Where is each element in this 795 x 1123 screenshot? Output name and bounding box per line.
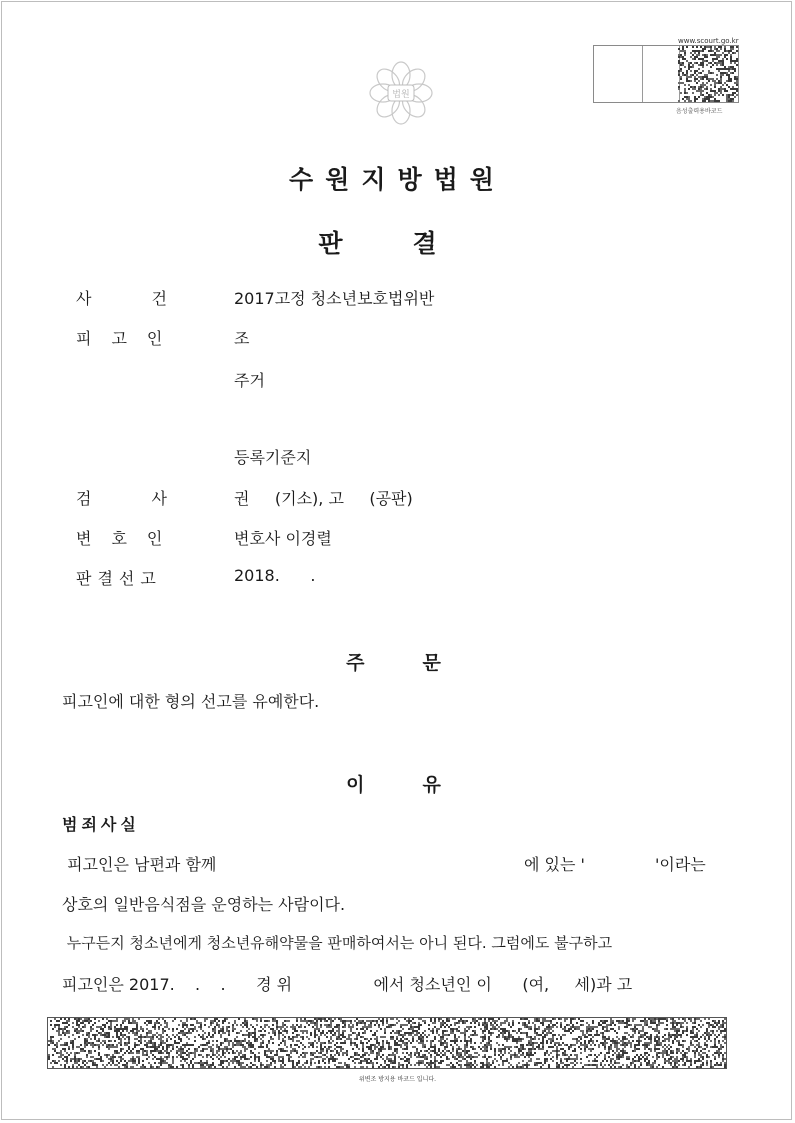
verdict-date-value: 2018. .: [234, 566, 316, 585]
prosecutor-value: 권 (기소), 고 (공판): [234, 489, 413, 508]
court-name: 수원지방법원: [289, 165, 506, 194]
verdict-date-label: 판결선고: [76, 569, 162, 588]
defendant-name: 조: [234, 329, 250, 348]
case-value: 2017고정 청소년보호법위반: [234, 289, 435, 308]
case-label: 사건: [76, 289, 227, 308]
barcode-caption: 음성출력용바코드: [676, 108, 723, 115]
reasons-line-1c: '이라는: [655, 855, 706, 874]
order-title: 주문: [346, 652, 499, 674]
emblem-text: 법원: [392, 90, 410, 100]
barcode-url: www.scourt.go.kr: [678, 37, 739, 45]
tamper-barcode-icon: [48, 1018, 727, 1069]
order-text: 피고인에 대한 형의 선고를 유예한다.: [62, 692, 320, 711]
reasons-title: 이유: [346, 774, 499, 796]
reasons-line-1a: 피고인은 남편과 함께: [62, 855, 217, 874]
address-label: 주거: [234, 371, 265, 390]
prosecutor-label: 검사: [76, 489, 227, 508]
reasons-line-4: 피고인은 2017. . . 경 위 에서 청소년인 이 (여, 세)과 고: [62, 975, 633, 994]
court-emblem-icon: [366, 55, 436, 127]
reasons-line-3: 누구든지 청소년에게 청소년유해약물을 판매하여서는 아니 된다. 그럼에도 불구하고: [62, 934, 613, 952]
counsel-label: 변호인: [76, 529, 183, 548]
crime-facts-heading: 범죄사실: [62, 815, 140, 834]
bottom-barcode: [47, 1017, 727, 1069]
qr-code-icon: [678, 46, 738, 102]
document-type: 판결: [318, 229, 507, 258]
registry-label: 등록기준지: [234, 448, 312, 467]
counsel-value: 변호사 이경렬: [234, 529, 332, 548]
reasons-line-1b: 에 있는 ': [524, 855, 585, 874]
defendant-label: 피고인: [76, 329, 183, 348]
bottom-barcode-caption: 위변조 방지용 바코드 입니다.: [358, 1076, 437, 1083]
reasons-line-2: 상호의 일반음식점을 운영하는 사람이다.: [62, 895, 346, 914]
